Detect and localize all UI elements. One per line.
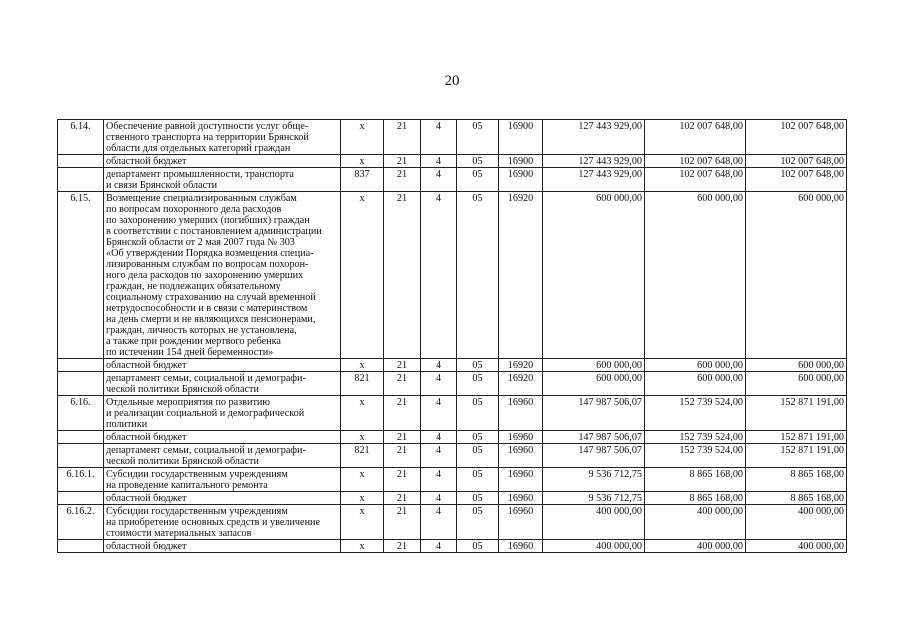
row-index bbox=[58, 540, 104, 553]
table-row bbox=[58, 372, 847, 396]
cell-amount-3: 600 000,00 bbox=[746, 192, 847, 359]
cell-program: 21 bbox=[384, 192, 421, 359]
budget-table bbox=[57, 119, 847, 553]
row-name: областной бюджет bbox=[104, 155, 341, 168]
cell-program: 21 bbox=[384, 431, 421, 444]
table-row bbox=[58, 431, 847, 444]
cell-article: 16920 bbox=[499, 192, 543, 359]
cell-amount-1: 400 000,00 bbox=[543, 505, 645, 540]
cell-amount-1: 127 443 929,00 bbox=[543, 120, 645, 155]
cell-amount-2: 400 000,00 bbox=[645, 540, 746, 553]
table-body bbox=[58, 120, 847, 553]
table-row bbox=[58, 120, 847, 155]
row-index: 6.14. bbox=[58, 120, 104, 155]
row-index: 6.16.1. bbox=[58, 468, 104, 492]
row-index bbox=[58, 168, 104, 192]
cell-amount-1: 9 536 712,75 bbox=[543, 492, 645, 505]
cell-amount-2: 152 739 524,00 bbox=[645, 444, 746, 468]
cell-program: 21 bbox=[384, 155, 421, 168]
cell-subprogram: 4 bbox=[421, 444, 457, 468]
cell-amount-1: 147 987 506,07 bbox=[543, 431, 645, 444]
table-row bbox=[58, 492, 847, 505]
table-row bbox=[58, 359, 847, 372]
cell-amount-3: 152 871 191,00 bbox=[746, 431, 847, 444]
table-row bbox=[58, 540, 847, 553]
table-row bbox=[58, 168, 847, 192]
cell-amount-3: 102 007 648,00 bbox=[746, 155, 847, 168]
cell-direction: 05 bbox=[457, 372, 499, 396]
cell-amount-2: 102 007 648,00 bbox=[645, 168, 746, 192]
cell-amount-2: 8 865 168,00 bbox=[645, 492, 746, 505]
cell-article: 16920 bbox=[499, 372, 543, 396]
row-index bbox=[58, 444, 104, 468]
cell-code: x bbox=[341, 396, 384, 431]
cell-direction: 05 bbox=[457, 468, 499, 492]
cell-code: x bbox=[341, 120, 384, 155]
cell-program: 21 bbox=[384, 468, 421, 492]
cell-subprogram: 4 bbox=[421, 468, 457, 492]
cell-amount-1: 9 536 712,75 bbox=[543, 468, 645, 492]
cell-direction: 05 bbox=[457, 505, 499, 540]
cell-subprogram: 4 bbox=[421, 168, 457, 192]
row-index bbox=[58, 492, 104, 505]
cell-code: x bbox=[341, 468, 384, 492]
cell-article: 16960 bbox=[499, 396, 543, 431]
cell-amount-1: 600 000,00 bbox=[543, 192, 645, 359]
cell-code: x bbox=[341, 192, 384, 359]
cell-amount-3: 152 871 191,00 bbox=[746, 444, 847, 468]
cell-article: 16960 bbox=[499, 492, 543, 505]
cell-amount-3: 8 865 168,00 bbox=[746, 492, 847, 505]
cell-direction: 05 bbox=[457, 492, 499, 505]
cell-program: 21 bbox=[384, 120, 421, 155]
table-row bbox=[58, 468, 847, 492]
row-name: Возмещение специализированным службам по вопросам похоронного дела расходов по захоронению умерших (погибших) граждан в соответствии с постановлением администрации Брянской области от 2 мая 2007 года № 303 «Об утверждении Порядка возмещения специа- лизированным службам по вопросам похорон- ного дела расходов по захоронению умерших граждан, не подлежащих обязательному социальному страхованию на случай временной нетрудоспособности и в связи с материнством на день смерти и не являющихся пенсионерами, граждан, личность которых не установлена, а также при рождении мертвого ребенка по истечении 154 дней беременности» bbox=[104, 192, 341, 359]
cell-amount-2: 600 000,00 bbox=[645, 192, 746, 359]
row-index: 6.16.2. bbox=[58, 505, 104, 540]
cell-code: x bbox=[341, 505, 384, 540]
table-row bbox=[58, 396, 847, 431]
cell-subprogram: 4 bbox=[421, 396, 457, 431]
table-row bbox=[58, 192, 847, 359]
cell-program: 21 bbox=[384, 168, 421, 192]
cell-amount-3: 400 000,00 bbox=[746, 505, 847, 540]
cell-subprogram: 4 bbox=[421, 431, 457, 444]
cell-direction: 05 bbox=[457, 396, 499, 431]
cell-article: 16900 bbox=[499, 155, 543, 168]
cell-amount-1: 400 000,00 bbox=[543, 540, 645, 553]
row-name: Отдельные мероприятия по развитию и реализации социальной и демографической политики bbox=[104, 396, 341, 431]
cell-article: 16960 bbox=[499, 540, 543, 553]
row-index: 6.16. bbox=[58, 396, 104, 431]
cell-program: 21 bbox=[384, 396, 421, 431]
row-index bbox=[58, 431, 104, 444]
cell-subprogram: 4 bbox=[421, 120, 457, 155]
table-row bbox=[58, 155, 847, 168]
cell-direction: 05 bbox=[457, 540, 499, 553]
row-name: областной бюджет bbox=[104, 492, 341, 505]
cell-code: x bbox=[341, 492, 384, 505]
cell-direction: 05 bbox=[457, 168, 499, 192]
cell-direction: 05 bbox=[457, 431, 499, 444]
page-number: 20 bbox=[444, 73, 460, 89]
cell-direction: 05 bbox=[457, 120, 499, 155]
cell-amount-1: 600 000,00 bbox=[543, 359, 645, 372]
row-name: Субсидии государственным учреждениям на проведение капитального ремонта bbox=[104, 468, 341, 492]
cell-amount-2: 152 739 524,00 bbox=[645, 396, 746, 431]
cell-subprogram: 4 bbox=[421, 155, 457, 168]
cell-program: 21 bbox=[384, 372, 421, 396]
row-name: областной бюджет bbox=[104, 540, 341, 553]
cell-subprogram: 4 bbox=[421, 372, 457, 396]
cell-subprogram: 4 bbox=[421, 492, 457, 505]
cell-amount-2: 600 000,00 bbox=[645, 372, 746, 396]
cell-amount-3: 400 000,00 bbox=[746, 540, 847, 553]
cell-amount-2: 102 007 648,00 bbox=[645, 120, 746, 155]
cell-amount-3: 102 007 648,00 bbox=[746, 168, 847, 192]
cell-code: 821 bbox=[341, 444, 384, 468]
cell-amount-3: 152 871 191,00 bbox=[746, 396, 847, 431]
cell-amount-2: 102 007 648,00 bbox=[645, 155, 746, 168]
row-name: областной бюджет bbox=[104, 431, 341, 444]
cell-amount-2: 152 739 524,00 bbox=[645, 431, 746, 444]
cell-amount-1: 147 987 506,07 bbox=[543, 444, 645, 468]
cell-article: 16960 bbox=[499, 505, 543, 540]
cell-amount-3: 8 865 168,00 bbox=[746, 468, 847, 492]
cell-direction: 05 bbox=[457, 155, 499, 168]
cell-code: 821 bbox=[341, 372, 384, 396]
row-name: Обеспечение равной доступности услуг обще- ственного транспорта на территории Брянской области для отдельных категорий граждан bbox=[104, 120, 341, 155]
cell-subprogram: 4 bbox=[421, 505, 457, 540]
cell-subprogram: 4 bbox=[421, 192, 457, 359]
cell-direction: 05 bbox=[457, 192, 499, 359]
cell-article: 16900 bbox=[499, 168, 543, 192]
row-name: департамент семьи, социальной и демографи- ческой политики Брянской области bbox=[104, 372, 341, 396]
cell-amount-2: 400 000,00 bbox=[645, 505, 746, 540]
cell-code: x bbox=[341, 359, 384, 372]
cell-code: x bbox=[341, 431, 384, 444]
cell-code: x bbox=[341, 540, 384, 553]
cell-subprogram: 4 bbox=[421, 359, 457, 372]
cell-article: 16960 bbox=[499, 431, 543, 444]
cell-code: x bbox=[341, 155, 384, 168]
cell-program: 21 bbox=[384, 505, 421, 540]
cell-direction: 05 bbox=[457, 359, 499, 372]
row-name: Субсидии государственным учреждениям на приобретение основных средств и увеличение стоимости материальных запасов bbox=[104, 505, 341, 540]
cell-amount-2: 600 000,00 bbox=[645, 359, 746, 372]
cell-article: 16900 bbox=[499, 120, 543, 155]
row-name: департамент семьи, социальной и демографи- ческой политики Брянской области bbox=[104, 444, 341, 468]
cell-code: 837 bbox=[341, 168, 384, 192]
cell-subprogram: 4 bbox=[421, 540, 457, 553]
row-name: областной бюджет bbox=[104, 359, 341, 372]
cell-article: 16960 bbox=[499, 444, 543, 468]
cell-amount-2: 8 865 168,00 bbox=[645, 468, 746, 492]
cell-program: 21 bbox=[384, 359, 421, 372]
cell-article: 16960 bbox=[499, 468, 543, 492]
cell-amount-3: 600 000,00 bbox=[746, 372, 847, 396]
table-row bbox=[58, 444, 847, 468]
cell-amount-1: 600 000,00 bbox=[543, 372, 645, 396]
cell-program: 21 bbox=[384, 540, 421, 553]
cell-amount-3: 102 007 648,00 bbox=[746, 120, 847, 155]
cell-amount-1: 147 987 506,07 bbox=[543, 396, 645, 431]
cell-program: 21 bbox=[384, 444, 421, 468]
row-index bbox=[58, 155, 104, 168]
cell-direction: 05 bbox=[457, 444, 499, 468]
cell-amount-3: 600 000,00 bbox=[746, 359, 847, 372]
row-index bbox=[58, 372, 104, 396]
row-name: департамент промышленности, транспорта и связи Брянской области bbox=[104, 168, 341, 192]
cell-article: 16920 bbox=[499, 359, 543, 372]
cell-amount-1: 127 443 929,00 bbox=[543, 155, 645, 168]
row-index bbox=[58, 359, 104, 372]
table-row bbox=[58, 505, 847, 540]
cell-program: 21 bbox=[384, 492, 421, 505]
cell-amount-1: 127 443 929,00 bbox=[543, 168, 645, 192]
row-index: 6.15. bbox=[58, 192, 104, 359]
